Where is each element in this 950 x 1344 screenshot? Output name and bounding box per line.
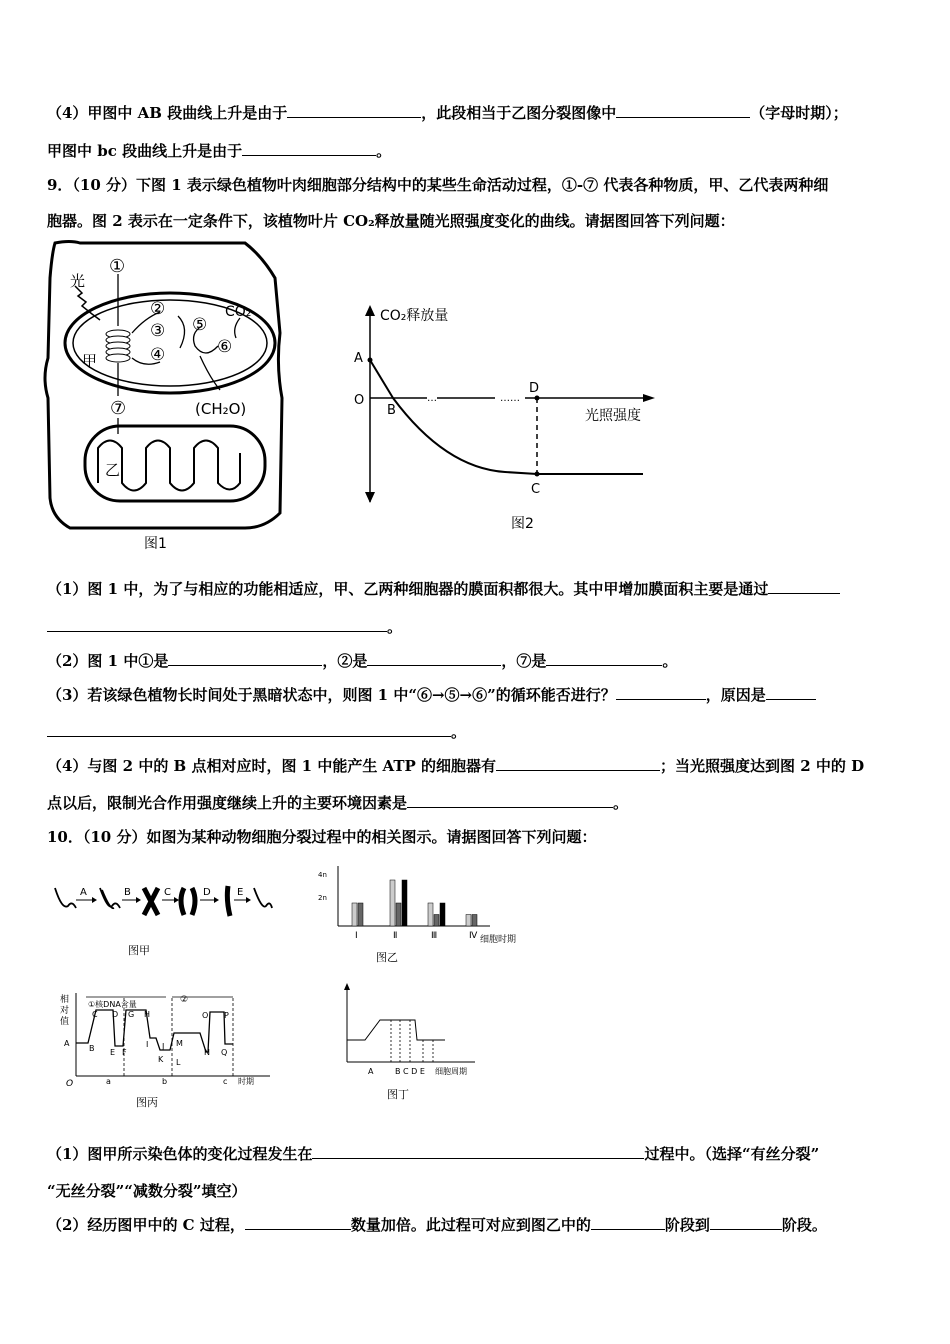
label-4: ④ [150,345,166,365]
q9-p3-line1 [47,685,816,705]
x-axis-label: 光照强度 [585,408,641,424]
svg-text:a: a [106,1077,111,1086]
q8-part4-line1 [47,103,848,123]
label-5: ⑤ [192,315,208,335]
svg-text:D: D [112,1010,119,1019]
caption-figure-bing: 图丙 [136,1096,158,1109]
x-tick-label: Ⅲ [431,931,438,941]
svg-text:O: O [66,1079,74,1089]
answer-blank[interactable] [242,141,376,156]
svg-text:对: 对 [60,1006,70,1016]
bar [352,903,357,926]
bar [434,915,439,927]
label-jia: 甲 [82,352,98,370]
point-D [535,396,540,401]
svg-text:L: L [176,1058,181,1067]
q9-p4-line2 [47,793,628,813]
svg-text:值: 值 [60,1017,70,1027]
y-axis-label: CO₂释放量 [380,308,449,324]
label-C: C [531,482,541,497]
figure-yi-bar-chart [310,858,540,968]
label-B: B [124,887,131,898]
q10-p1-line2: “无丝分裂”“减数分裂”填空） [47,1182,247,1200]
q9-text: 。 [613,794,629,812]
point-C [535,472,540,477]
q8-text: （4）甲图中 AB 段曲线上升是由于 [47,104,288,122]
answer-blank[interactable] [710,1215,782,1230]
svg-text:K: K [158,1055,164,1064]
answer-blank[interactable] [407,793,613,808]
answer-blank[interactable] [546,651,662,666]
svg-text:…: … [427,393,437,404]
answer-blank[interactable] [287,103,421,118]
caption-figure-1: 图1 [144,536,167,552]
q9-text: ；当光照强度达到图 2 中的 D [660,757,865,775]
answer-blank[interactable] [47,722,451,737]
q8-text: （字母时期）； [750,104,848,122]
q10-text: （1）图甲所示染色体的变化过程发生在 [47,1145,313,1163]
x-tick-label: Ⅰ [355,931,358,941]
grana-stack [106,330,130,362]
figure-2-co2-curve [345,300,665,535]
q8-text: ，此段相当于乙图分裂图像中 [421,104,617,122]
answer-blank[interactable] [47,617,387,632]
svg-text:H: H [144,1010,151,1019]
q10-p2 [47,1215,827,1235]
q9-p3-line2 [47,722,466,742]
answer-blank[interactable] [766,685,816,700]
q8-text: 。 [376,142,392,160]
svg-text:c: c [223,1077,228,1086]
svg-text:相: 相 [60,995,70,1005]
label-co2: CO₂ [225,304,252,320]
q10-intro: 10．（10 分）如图为某种动物细胞分裂过程中的相关图示。请据图回答下列问题： [47,828,597,846]
y-tick-2n: 2n [318,894,327,902]
svg-text:N: N [204,1048,210,1057]
q9-text: 。 [662,652,678,670]
svg-text:I: I [146,1040,149,1049]
label-A: A [354,351,363,366]
q10-text: 阶段。 [781,1216,827,1234]
svg-text:P: P [224,1011,229,1020]
answer-blank[interactable] [168,651,322,666]
figure-ding-graph [335,980,485,1105]
q9-text: （3）若该绿色植物长时间处于黑暗状态中，则图 1 中“⑥→⑤→⑥”的循环能否进行？ [47,686,616,704]
q9-text: 点以后，限制光合作用强度继续上升的主要环境因素是 [47,794,408,812]
svg-text:M: M [176,1039,183,1048]
answer-blank[interactable] [616,103,750,118]
label-O: O [354,393,365,408]
answer-blank[interactable] [245,1215,351,1230]
answer-blank[interactable] [367,651,501,666]
q9-intro-line1: 9．（10 分）下图 1 表示绿色植物叶肉细胞部分结构中的某些生命活动过程，①-⑦ 代表各种物质，甲、乙代表两种细 [47,176,829,194]
bar [358,903,363,926]
svg-text:……: …… [500,393,520,404]
label-C: C [164,887,171,898]
svg-text:F: F [122,1048,127,1057]
caption-figure-ding: 图丁 [387,1088,409,1101]
q10-text: （2）经历图甲中的 C 过程， [47,1216,245,1234]
bar [390,880,395,926]
q9-text: （4）与图 2 中的 B 点相对应时，图 1 中能产生 ATP 的细胞器有 [47,757,497,775]
series-1-label: ①核DNA含量 [88,1000,137,1009]
label-D: D [203,887,211,898]
x-axis-label: 时期 [238,1077,254,1086]
label-ch2o: (CH₂O) [195,400,247,418]
q9-text: （1）图 1 中，为了与相应的功能相适应，甲、乙两种细胞器的膜面积都很大。其中甲增加膜面积主要是通过 [47,580,769,598]
label-7: ⑦ [110,398,127,419]
caption-figure-yi: 图乙 [376,951,398,964]
q9-text: （2）图 1 中①是 [47,652,169,670]
caption-figure-jia: 图甲 [128,944,150,957]
x-tick-label: Ⅱ [393,931,398,941]
label-D: D [529,381,540,396]
x-tick-label: Ⅳ [469,931,478,941]
q9-text: ，原因是 [705,686,766,704]
q9-p4-line1 [47,756,864,776]
x-axis-label: 细胞时期 [480,935,517,945]
figure-bing-line-graph [58,988,278,1110]
q9-p1-line1 [47,579,840,599]
svg-text:C: C [92,1010,98,1019]
q10-text: 阶段到 [664,1216,710,1234]
svg-text:b: b [162,1077,168,1086]
label-A: A [80,887,87,898]
q10-text: 数量加倍。此过程可对应到图乙中的 [350,1216,591,1234]
answer-blank[interactable] [591,1215,665,1230]
svg-text:B C D E: B C D E [395,1067,425,1076]
label-2: ② [150,299,166,319]
answer-blank[interactable] [312,1144,644,1159]
svg-text:E: E [110,1048,116,1057]
q9-p1-line2 [47,617,402,637]
bar [402,880,407,926]
caption-figure-2: 图2 [511,516,534,532]
bar [472,915,477,927]
q9-text: ，⑦是 [501,652,547,670]
svg-text:B: B [89,1044,95,1053]
q9-text: 。 [451,723,467,741]
q9-text: ，②是 [322,652,368,670]
label-yi: 乙 [105,461,121,479]
svg-text:Q: Q [221,1048,228,1057]
answer-blank[interactable] [496,756,660,771]
q10-text: 过程中。（选择“有丝分裂” [644,1145,820,1163]
point-A [368,358,373,363]
label-light: 光 [70,272,86,290]
bar [428,903,433,926]
q9-p2 [47,651,677,671]
figure-1-cell-diagram [40,238,290,553]
svg-text:O: O [202,1011,209,1020]
svg-text:A: A [64,1039,70,1048]
series-2-label: ② [180,995,189,1005]
y-tick-4n: 4n [318,871,327,879]
label-B: B [387,403,396,418]
q8-part4-line2 [47,141,391,161]
bar [440,903,445,926]
svg-text:J: J [162,1042,165,1051]
bar [466,915,471,927]
figure-jia-chromosomes [50,880,280,965]
label-6: ⑥ [217,337,233,357]
bar [396,903,401,926]
q8-text: 甲图中 bc 段曲线上升是由于 [47,142,243,160]
q9-intro-line2: 胞器。图 2 表示在一定条件下，该植物叶片 CO₂释放量随光照强度变化的曲线。请据图回答下列问题： [47,212,735,230]
label-E: E [237,887,244,898]
x-axis-label: 细胞周期 [435,1067,467,1076]
svg-text:A: A [368,1067,374,1076]
label-3: ③ [150,321,166,341]
svg-text:G: G [128,1010,135,1019]
q9-text: 。 [387,618,403,636]
label-1: ① [109,256,126,277]
answer-blank[interactable] [616,685,706,700]
answer-blank[interactable] [768,579,840,594]
q10-p1-line1 [47,1144,819,1164]
